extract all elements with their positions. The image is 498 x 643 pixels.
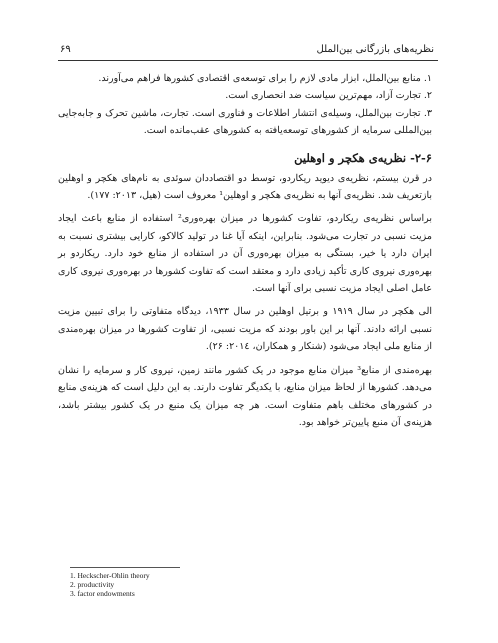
list-item: ۱. منابع بین‌الملل، ابزار مادی لازم را برای توسعه‌ی اقتصادی کشورها فراهم می‌آورند. [98,73,432,84]
page-header [60,44,434,60]
paragraph: در قرن بیستم، نظریه‌ی دیوید ریکاردو، توسط دو اقتصاددان سوئدی به نام‌های هکچر و اوهلین بازتعریف شد. نظریه‌ی آنها به نظریه‌ی هکچر و اوهلین¹ معروف است (هیل، ۲۰۱۳: ۱۷۷). [58,172,432,202]
numbered-list [58,70,432,140]
paragraph: الی هکچر در سال ۱۹۱۹ و برتیل اوهلین در سال ۱۹۳۳، دیدگاه متفاوتی را برای تبیین مزیت نسبی ارائه دادند. آنها بر این باور بودند که مزیت نسبی، از تفاوت کشورها در میزان بهره‌مندی از منابع ملی ایجاد می‌شود (شنکار و همکاران، ۲۰۱٤: ۲۶). [58,306,432,353]
header-divider [58,60,438,61]
list-item: ۳. تجارت بین‌الملل، وسیله‌ی انتشار اطلاعات و فناوری است. تجارت، ماشین تحرک و جابه‌جایی بین‌المللی سرمایه از کشورهای توسعه‌یافته به کشورهای عقب‌مانده است. [58,107,432,137]
footnote: 2. productivity [70,580,115,589]
section-heading: ۲-۶- نظریه‌ی هکچر و اوهلین [294,150,432,165]
paragraph: براساس نظریه‌ی ریکاردو، تفاوت کشورها در میزان بهره‌وری² استفاده از منابع باعث ایجاد مزیت نسبی در تجارت می‌شود. بنابراین، اینکه آیا غنا در تولید کالاکو، کارایی بیشتری نسبت به ایران دارد یا خیر، بستگی به میزان بهره‌وری آن در استفاده از منابع خود دارد. ریکاردو بر بهره‌وری نیروی کاری تأکید زیادی دارد و معتقد است که تفاوت کشورها در بهره‌وری نیروی کاری عامل اصلی ایجاد مزیت نسبی برای آنها است. [58,213,432,295]
running-title: نظریه‌های بازرگانی بین‌الملل [316,44,434,55]
paragraph: بهره‌مندی از منابع³ میزان منابع موجود در یک کشور مانند زمین، نیروی کار و سرمایه را نشان می‌دهد. کشورها از لحاظ میزان منابع، با یکدیگر تفاوت دارند. به این دلیل است که هزینه‌ی منابع در کشورهای مختلف باهم متفاوت است. هر چه میزان یک منبع در یک کشور بیشتر باشد، هزینه‌ی آن منبع پایین‌تر خواهد بود. [58,364,433,428]
page-body [58,70,432,437]
footnotes [70,571,310,598]
footnote-divider [70,567,180,568]
list-item: ۲. تجارت آزاد، مهم‌ترین سیاست ضد انحصاری است. [225,90,432,102]
footnote: 1. Heckscher-Ohlin theory [70,571,150,580]
footnote: 3. factor endowments [70,589,135,598]
page-number: ۶۹ [60,44,71,55]
